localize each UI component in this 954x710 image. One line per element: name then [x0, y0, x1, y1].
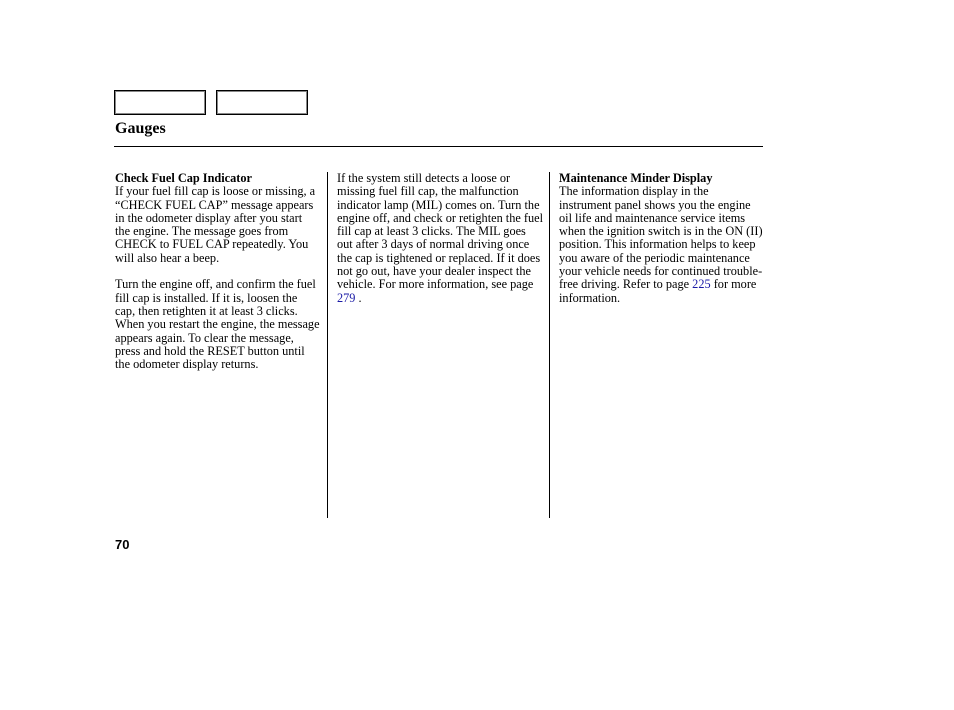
paragraph: If your fuel fill cap is loose or missing, a “CHECK FUEL CAP” message appears in the odometer display after you start the engine. The message goes from CHECK to FUEL CAP repeatedly. You will also hear a beep. [115, 184, 316, 265]
previous-page-button[interactable] [114, 90, 206, 115]
title-divider [114, 146, 763, 147]
section-heading-check-fuel-cap: Check Fuel Cap Indicator [115, 171, 252, 185]
column-maintenance-minder [559, 172, 764, 305]
page-link-225[interactable]: 225 [692, 277, 711, 292]
column-check-fuel-cap [115, 172, 320, 371]
paragraph-text: If the system still detects a loose or missing fuel fill cap, the malfunction indicator lamp (MIL) comes on. Turn the engine off, and check or retighten the fuel fill cap at least 3 clicks. The MIL goes out after 3 days of normal driving once the cap is tightened or replaced. If it does not go out, have your dealer inspect the vehicle. For more information, see page [337, 171, 544, 292]
section-heading-maintenance-minder: Maintenance Minder Display [559, 171, 713, 185]
page-title: Gauges [115, 120, 166, 137]
paragraph [559, 185, 764, 305]
paragraph-text: The information display in the instrument panel shows you the engine oil life and maintenance service items when the ignition switch is in the ON (II) position. This information helps to keep you aware of the periodic maintenance your vehicle needs for continued trouble-free driving. Refer to page [559, 184, 763, 292]
column-divider [327, 172, 328, 518]
paragraph-text-end: for more information. [559, 277, 757, 305]
paragraph-text-end: . [355, 290, 362, 305]
next-page-button[interactable] [216, 90, 308, 115]
page-number: 70 [115, 537, 130, 552]
page-link-279[interactable]: 279 [337, 290, 356, 305]
column-divider [549, 172, 550, 518]
paragraph: Turn the engine off, and confirm the fuel fill cap is installed. If it is, loosen the cap, then retighten it at least 3 clicks. When you restart the engine, the message appears again. To clear the message, press and hold the RESET button until the odometer display returns. [115, 277, 320, 372]
paragraph [337, 172, 544, 305]
column-mil [337, 172, 544, 305]
